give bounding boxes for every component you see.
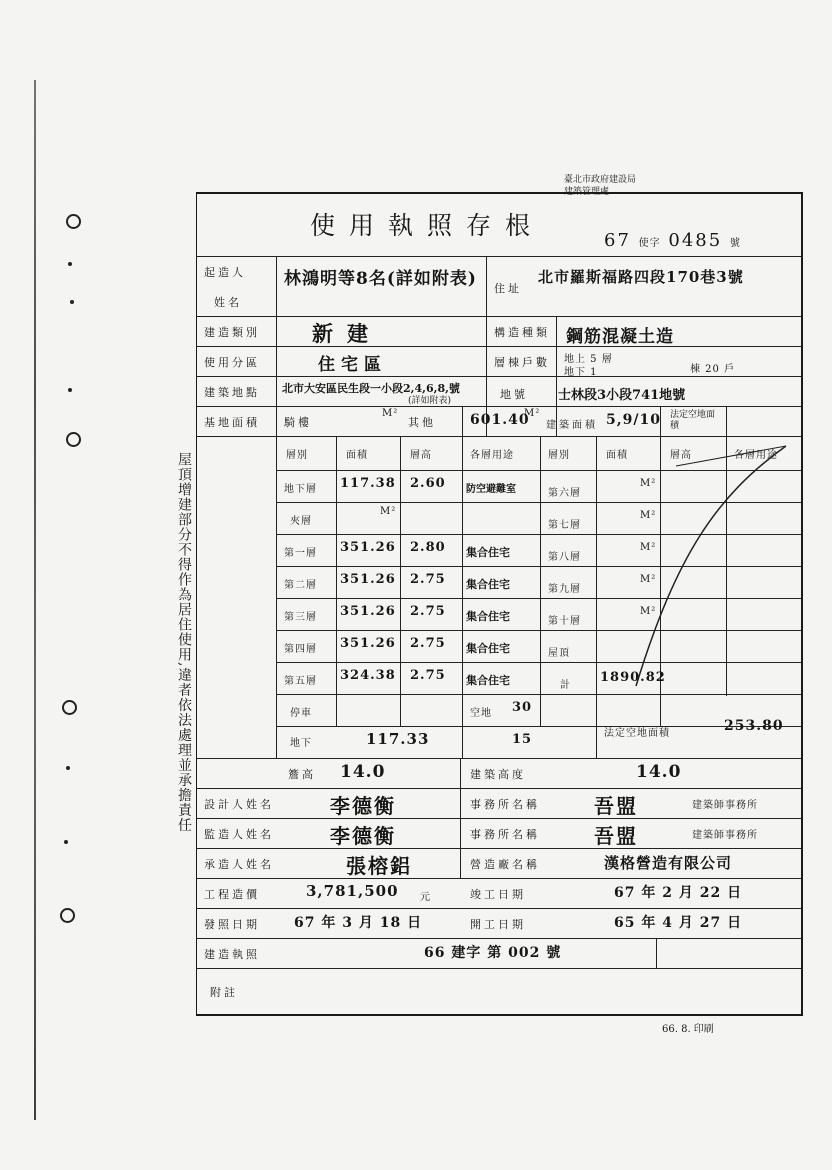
contractor-signature: 張榕鋁 [346,854,412,878]
other-value: 601.40 [470,412,530,428]
license-value: 66 建字 第 002 號 [424,945,562,961]
start-label: 開工日期 [470,918,526,931]
height-col-header: 層高 [410,450,432,461]
rule [656,938,657,968]
office2-suffix: 建築師事務所 [692,830,758,841]
rule [196,758,802,759]
lot-label: 地號 [500,388,528,401]
other-label: 其他 [408,416,436,429]
floors-below: 地下 1 [564,367,598,378]
basement-label: 地下 [290,738,312,749]
floor-use: 集合住宅 [466,578,510,591]
area-unit: M² [640,510,657,521]
company-label: 營造廠名稱 [470,858,540,871]
floor-area-unit: M² [380,506,397,517]
floor-label: 夾層 [290,516,312,527]
building-area-value: 5,9/10 [606,412,661,428]
speck [70,300,74,304]
upper-floor-label: 第六層 [548,488,581,499]
punch-hole [60,908,75,923]
floor-area: 117.38 [340,476,396,491]
floor-area: 351.26 [340,540,396,555]
area-unit: M² [640,574,657,585]
remarks-label: 附註 [210,986,238,999]
punch-hole [66,432,81,447]
site-label: 建築地點 [204,386,260,399]
binder-margin-line [34,80,36,1120]
rule [460,758,461,878]
building-height-label: 建築高度 [470,768,526,781]
floor-use: 集合住宅 [466,610,510,623]
margin-note: 屋頂增建部分不得作為居住使用,違者依法處理並承擔責任 [176,452,192,833]
rule [196,938,802,939]
address-label: 住址 [494,282,522,295]
area-unit: M² [382,408,399,419]
rule [196,788,802,789]
area-col-header-2: 面積 [606,450,628,461]
rule [196,406,802,407]
rule [196,316,802,317]
upper-floor-label: 第七層 [548,520,581,531]
cost-value: 3,781,500 [306,882,399,900]
floor-height: 2.80 [410,540,446,555]
office-value: 吾盟 [594,794,638,818]
floor-height: 2.75 [410,636,446,651]
parking2-label: 空地 [470,708,492,719]
rule [196,848,802,849]
speck [64,840,68,844]
permit-date-value: 67 年 3 月 18 日 [294,915,423,931]
cost-unit: 元 [420,892,431,903]
supervisor-label: 監造人姓名 [204,828,274,841]
upper-floor-label: 第八層 [548,552,581,563]
designer-signature: 李德衡 [330,794,396,818]
building-height-value: 14.0 [636,762,682,782]
structure-label: 構造種類 [494,326,550,339]
office2-value: 吾盟 [594,824,638,848]
start-value: 65 年 4 月 27 日 [614,915,743,931]
rule [336,436,337,726]
height-col-header-2: 層高 [670,450,692,461]
speck [66,766,70,770]
zone-value: 住宅區 [318,355,387,375]
floor-label: 第一層 [284,548,317,559]
build-type-value: 新建 [312,321,382,346]
area-unit: M² [640,542,657,553]
designer-label: 設計人姓名 [204,798,274,811]
other-unit: M² [524,408,541,419]
use-col-header: 各層用途 [470,450,514,461]
floors-label: 層棟戶數 [494,356,550,369]
rule [540,436,541,726]
license-label: 建造執照 [204,948,260,961]
supervisor-signature: 李德衡 [330,824,396,848]
upper-floor-label: 屋頂 [548,648,570,659]
punch-hole [62,700,77,715]
area-col-header: 面積 [346,450,368,461]
rule [462,406,463,758]
floor-area: 351.26 [340,604,396,619]
building-area-label: 建築面積 [546,420,598,431]
setback-label: 法定空地面積 [604,728,670,739]
site-extra: (詳如附表) [408,396,452,406]
rule [196,376,802,377]
print-mark: 66. 8. 印刷 [662,1024,714,1035]
total-value: 1890.82 [600,670,666,685]
floor-use: 集合住宅 [466,642,510,655]
speck [68,262,72,266]
build-type-label: 建造類別 [204,326,260,339]
floor-use: 集合住宅 [466,674,510,687]
approval-stamp: 臺北市政府建設局 建築管理處 [564,175,637,197]
area-unit: M² [640,478,657,489]
address-value: 北市羅斯福路四段170巷3號 [538,268,744,286]
upper-floor-label: 第九層 [548,584,581,595]
floor-label: 第五層 [284,676,317,687]
rule [486,256,487,436]
floor-height: 2.60 [410,476,446,491]
site-value: 北市大安區民生段一小段2,4,6,8,號 [282,382,460,395]
speck [68,388,72,392]
zone-label: 使用分區 [204,356,260,369]
office-label: 事務所名稱 [470,798,540,811]
contractor-label: 承造人姓名 [204,858,274,871]
rule [196,256,802,257]
arcade-label: 騎樓 [284,416,312,429]
parking2-value: 15 [512,732,533,747]
total-label: 計 [560,680,571,691]
height-label: 簷高 [288,768,316,781]
floor-height: 2.75 [410,604,446,619]
builder-value: 林鴻明等8名(詳如附表) [284,269,477,289]
legal-vacant-label: 法定空地面積 [670,410,716,431]
floor-area: 351.26 [340,636,396,651]
completion-label: 竣工日期 [470,888,526,901]
floor-label: 第二層 [284,580,317,591]
structure-value: 鋼筋混凝土造 [566,327,674,347]
permit-date-label: 發照日期 [204,918,260,931]
builder-label: 起造人 [204,266,246,279]
floor-area: 351.26 [340,572,396,587]
permit-number: 67 使字 0485 號 [604,230,741,251]
page-title: 使用執照存根 [310,211,545,240]
setback-value: 253.80 [724,718,784,734]
basement-value: 117.33 [366,730,430,748]
upper-floor-label: 第十層 [548,616,581,627]
cancel-stroke [596,436,802,696]
completion-value: 67 年 2 月 22 日 [614,885,743,901]
floor-label: 第三層 [284,612,317,623]
floor-height: 2.75 [410,668,446,683]
floors-above: 地上 5 層 [564,354,613,365]
floor-use: 防空避難室 [466,484,516,495]
rule [196,346,802,347]
floors-units: 棟 20 戶 [690,364,736,375]
rule [400,436,401,726]
lot-value: 士林段3小段741地號 [558,388,686,403]
height-value: 14.0 [340,762,386,782]
rule [196,878,802,879]
cost-label: 工程造價 [204,888,260,901]
floor-label: 地下層 [284,484,317,495]
floor-height: 2.75 [410,572,446,587]
name-label: 姓名 [214,296,242,309]
floor-col-header: 層別 [286,450,308,461]
parking-row-label: 停車 [290,708,312,719]
rule [196,818,802,819]
use-col-header-2: 各層用途 [734,450,778,461]
rule [196,968,802,969]
rule [276,256,277,758]
rule [196,908,802,909]
punch-hole [66,214,81,229]
office2-label: 事務所名稱 [470,828,540,841]
floor-label: 第四層 [284,644,317,655]
floor-col-header-2: 層別 [548,450,570,461]
parking-value: 30 [512,700,533,715]
office-suffix: 建築師事務所 [692,800,758,811]
area-unit: M² [640,606,657,617]
company-value: 漢格營造有限公司 [604,854,733,872]
floor-area: 324.38 [340,668,396,683]
floor-use: 集合住宅 [466,546,510,559]
area-label: 基地面積 [204,416,260,429]
